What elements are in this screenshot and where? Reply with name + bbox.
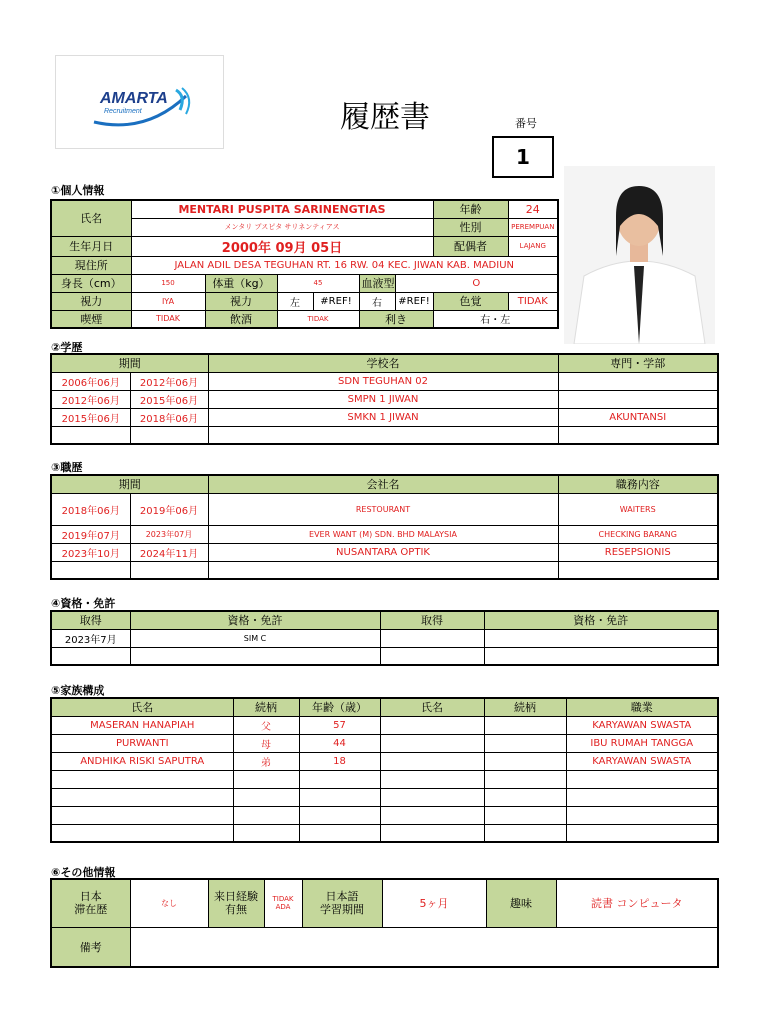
- edu-major: [558, 372, 718, 390]
- edu-header-period: 期間: [51, 354, 208, 372]
- table-row: [51, 734, 718, 752]
- vision-left-value: #REF!: [313, 292, 359, 310]
- edu-from: 2006年06月: [51, 372, 130, 390]
- fam-header-job: 職業: [566, 698, 718, 716]
- fam-rel: 父: [233, 716, 299, 734]
- fam-empty: [484, 752, 566, 770]
- edu-from: 2015年06月: [51, 408, 130, 426]
- work-from: 2018年06月: [51, 493, 130, 525]
- personal-section-title: ①個人情報: [51, 184, 105, 197]
- fam-rel: [233, 824, 299, 842]
- table-row: [51, 426, 718, 444]
- japanese-study-label: 日本語 学習期間: [302, 879, 382, 927]
- height-value: 150: [131, 274, 205, 292]
- lic-name: SIM C: [130, 629, 380, 647]
- fam-empty: [380, 716, 484, 734]
- vision-right-value: #REF!: [395, 292, 433, 310]
- vision-q-label: 視力: [51, 292, 131, 310]
- edu-school: SMPN 1 JIWAN: [208, 390, 558, 408]
- work-job: [558, 561, 718, 579]
- vision-left-label: 左: [277, 292, 313, 310]
- work-header-period: 期間: [51, 475, 208, 493]
- fam-name: PURWANTI: [51, 734, 233, 752]
- height-label: 身長（cm）: [51, 274, 131, 292]
- work-to: 2023年07月: [130, 525, 208, 543]
- work-from: 2019年07月: [51, 525, 130, 543]
- hobby-label: 趣味: [486, 879, 556, 927]
- weight-label: 体重（kg）: [205, 274, 277, 292]
- logo: [55, 55, 224, 149]
- edu-to: 2012年06月: [130, 372, 208, 390]
- edu-major: [558, 426, 718, 444]
- lic-date: [380, 629, 484, 647]
- education-section-title: ②学歴: [51, 341, 83, 354]
- edu-from: 2012年06月: [51, 390, 130, 408]
- notes-value: [130, 927, 718, 967]
- fam-header-age: 年齢（歳）: [299, 698, 380, 716]
- personal-info-table: [50, 199, 559, 329]
- table-row: [51, 752, 718, 770]
- license-table: [50, 610, 719, 666]
- edu-school: SDN TEGUHAN 02: [208, 372, 558, 390]
- fam-job: IBU RUMAH TANGGA: [566, 734, 718, 752]
- fam-header-name: 氏名: [51, 698, 233, 716]
- fam-rel: [233, 788, 299, 806]
- edu-school: [208, 426, 558, 444]
- work-company: NUSANTARA OPTIK: [208, 543, 558, 561]
- family-section-title: ⑤家族構成: [51, 684, 105, 697]
- hobby-value: 読書 コンピュータ: [556, 879, 718, 927]
- fam-empty: [484, 788, 566, 806]
- fam-header-rel2: 続柄: [484, 698, 566, 716]
- lic-name: [484, 629, 718, 647]
- japanese-study-value: 5ヶ月: [382, 879, 486, 927]
- handedness-value: 右・左: [433, 310, 558, 328]
- lic-name: [484, 647, 718, 665]
- japan-visit-label: 来日経験 有無: [208, 879, 264, 927]
- fam-name: [51, 788, 233, 806]
- fam-empty: [380, 806, 484, 824]
- logo-subtext: Recruitment: [104, 108, 142, 115]
- family-table: [50, 697, 719, 843]
- address-label: 現住所: [51, 256, 131, 274]
- edu-from: [51, 426, 130, 444]
- table-row: [51, 390, 718, 408]
- lic-name: [130, 647, 380, 665]
- work-to: 2024年11月: [130, 543, 208, 561]
- work-job: RESEPSIONIS: [558, 543, 718, 561]
- number-value: 1: [492, 136, 554, 178]
- smoking-label: 喫煙: [51, 310, 131, 328]
- license-section-title: ④資格・免許: [51, 597, 116, 610]
- sex-value: PEREMPUAN: [508, 218, 558, 236]
- edu-header-school: 学校名: [208, 354, 558, 372]
- person-photo-icon: [564, 166, 715, 344]
- lic-header-name2: 資格・免許: [484, 611, 718, 629]
- fam-rel: [233, 770, 299, 788]
- table-row: [51, 408, 718, 426]
- fam-empty: [380, 824, 484, 842]
- fam-job: [566, 824, 718, 842]
- fam-age: [299, 770, 380, 788]
- other-section-title: ⑥その他情報: [51, 866, 116, 879]
- vision-right-label: 右: [359, 292, 395, 310]
- age-value: 24: [508, 200, 558, 218]
- fam-rel: 母: [233, 734, 299, 752]
- lic-date: 2023年7月: [51, 629, 130, 647]
- color-vision-label: 色覚: [433, 292, 508, 310]
- work-from: 2023年10月: [51, 543, 130, 561]
- color-vision-value: TIDAK: [508, 292, 558, 310]
- fam-rel: [233, 806, 299, 824]
- lic-header-name1: 資格・免許: [130, 611, 380, 629]
- notes-label: 備考: [51, 927, 130, 967]
- table-row: [51, 629, 718, 647]
- fam-name: [51, 806, 233, 824]
- table-row: [51, 525, 718, 543]
- fam-empty: [380, 752, 484, 770]
- fam-header-rel: 続柄: [233, 698, 299, 716]
- number-label: 番号: [515, 117, 537, 130]
- name-value: MENTARI PUSPITA SARINENGTIAS: [131, 200, 433, 218]
- fam-empty: [484, 716, 566, 734]
- table-row: [51, 561, 718, 579]
- fam-empty: [380, 788, 484, 806]
- weight-value: 45: [277, 274, 359, 292]
- sex-label: 性別: [433, 218, 508, 236]
- work-job: CHECKING BARANG: [558, 525, 718, 543]
- dob-label: 生年月日: [51, 236, 131, 256]
- edu-to: [130, 426, 208, 444]
- photo: [564, 166, 715, 344]
- fam-age: [299, 824, 380, 842]
- marital-value: LAJANG: [508, 236, 558, 256]
- drinking-value: TIDAK: [277, 310, 359, 328]
- lic-date: [51, 647, 130, 665]
- table-row: [51, 493, 718, 525]
- edu-major: [558, 390, 718, 408]
- lic-header-date2: 取得: [380, 611, 484, 629]
- work-header-company: 会社名: [208, 475, 558, 493]
- name-label: 氏名: [51, 200, 131, 236]
- work-to: [130, 561, 208, 579]
- fam-job: KARYAWAN SWASTA: [566, 716, 718, 734]
- table-row: [51, 824, 718, 842]
- dob-value: 2000年 09月 05日: [131, 236, 433, 256]
- fam-name: MASERAN HANAPIAH: [51, 716, 233, 734]
- fam-job: [566, 806, 718, 824]
- blood-label: 血液型: [359, 274, 395, 292]
- table-row: [51, 716, 718, 734]
- vision-label: 視力: [205, 292, 277, 310]
- fam-age: 57: [299, 716, 380, 734]
- work-to: 2019年06月: [130, 493, 208, 525]
- fam-age: [299, 806, 380, 824]
- japan-stay-value: なし: [130, 879, 208, 927]
- logo-text: AMARTA: [100, 90, 168, 107]
- fam-job: KARYAWAN SWASTA: [566, 752, 718, 770]
- lic-header-date1: 取得: [51, 611, 130, 629]
- japan-stay-label: 日本 滞在歴: [51, 879, 130, 927]
- drinking-label: 飲酒: [205, 310, 277, 328]
- work-company: EVER WANT (M) SDN. BHD MALAYSIA: [208, 525, 558, 543]
- work-section-title: ③職歴: [51, 461, 83, 474]
- fam-name: ANDHIKA RISKI SAPUTRA: [51, 752, 233, 770]
- fam-job: [566, 770, 718, 788]
- fam-age: 18: [299, 752, 380, 770]
- smoking-value: TIDAK: [131, 310, 205, 328]
- edu-to: 2018年06月: [130, 408, 208, 426]
- handedness-label: 利き: [359, 310, 433, 328]
- table-row: [51, 647, 718, 665]
- name-kana: メンタリ プスピタ サリネンティアス: [131, 218, 433, 236]
- work-header-job: 職務内容: [558, 475, 718, 493]
- fam-empty: [484, 770, 566, 788]
- fam-empty: [380, 734, 484, 752]
- fam-empty: [484, 734, 566, 752]
- work-company: [208, 561, 558, 579]
- age-label: 年齢: [433, 200, 508, 218]
- table-row: [51, 806, 718, 824]
- work-from: [51, 561, 130, 579]
- japan-visit-value: TIDAK ADA: [264, 879, 302, 927]
- blood-value: O: [395, 274, 558, 292]
- table-row: [51, 788, 718, 806]
- table-row: [51, 543, 718, 561]
- fam-name: [51, 770, 233, 788]
- edu-school: SMKN 1 JIWAN: [208, 408, 558, 426]
- edu-header-major: 専門・学部: [558, 354, 718, 372]
- work-table: [50, 474, 719, 580]
- fam-age: [299, 788, 380, 806]
- edu-to: 2015年06月: [130, 390, 208, 408]
- fam-empty: [380, 770, 484, 788]
- lic-date: [380, 647, 484, 665]
- fam-empty: [484, 806, 566, 824]
- education-table: [50, 353, 719, 445]
- fam-name: [51, 824, 233, 842]
- page-title: 履歴書: [340, 100, 430, 135]
- fam-rel: 弟: [233, 752, 299, 770]
- fam-header-name2: 氏名: [380, 698, 484, 716]
- vision-q-value: IYA: [131, 292, 205, 310]
- table-row: [51, 372, 718, 390]
- edu-major: AKUNTANSI: [558, 408, 718, 426]
- table-row: [51, 770, 718, 788]
- work-company: RESTOURANT: [208, 493, 558, 525]
- work-job: WAITERS: [558, 493, 718, 525]
- address-value: JALAN ADIL DESA TEGUHAN RT. 16 RW. 04 KEC. JIWAN KAB. MADIUN: [131, 256, 558, 274]
- marital-label: 配偶者: [433, 236, 508, 256]
- fam-job: [566, 788, 718, 806]
- fam-empty: [484, 824, 566, 842]
- other-info-table: [50, 878, 719, 968]
- fam-age: 44: [299, 734, 380, 752]
